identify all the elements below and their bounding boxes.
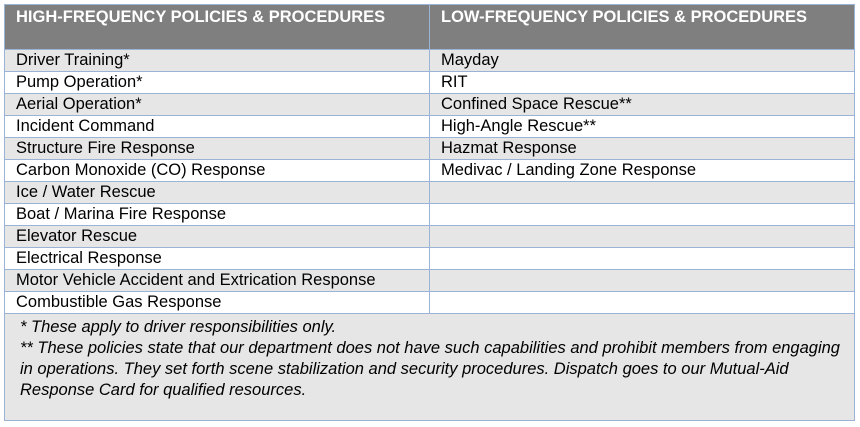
table-row [5,72,855,94]
high-frequency-cell: Pump Operation* [5,72,430,94]
high-frequency-cell: Incident Command [5,116,430,138]
table-row [5,204,855,226]
high-frequency-cell: Boat / Marina Fire Response [5,204,430,226]
table-row [5,160,855,182]
low-frequency-cell [430,270,855,292]
low-frequency-cell: RIT [430,72,855,94]
low-frequency-cell [430,182,855,204]
policies-table [4,4,855,421]
table-row [5,116,855,138]
high-frequency-cell: Carbon Monoxide (CO) Response [5,160,430,182]
high-frequency-cell: Driver Training* [5,50,430,72]
low-frequency-cell: Medivac / Landing Zone Response [430,160,855,182]
low-frequency-cell: Hazmat Response [430,138,855,160]
table-row [5,270,855,292]
high-frequency-cell: Aerial Operation* [5,94,430,116]
footnote-capabilities: ** These policies state that our department does not have such capabilities and prohibit members from engaging in operations. They set forth scene stabilization and security procedures. Dispatch goes to our Mutual-Aid Response Card for qualified resources. [20,339,840,399]
footnote-driver: * These apply to driver responsibilities only. [20,318,337,336]
notes-row [5,314,855,421]
low-frequency-cell [430,204,855,226]
table-row [5,138,855,160]
low-frequency-cell [430,226,855,248]
high-frequency-cell: Structure Fire Response [5,138,430,160]
table-header-row [5,5,855,50]
high-frequency-header: HIGH-FREQUENCY POLICIES & PROCEDURES [5,5,430,50]
low-frequency-cell [430,292,855,314]
low-frequency-cell [430,248,855,270]
low-frequency-cell: Confined Space Rescue** [430,94,855,116]
low-frequency-header: LOW-FREQUENCY POLICIES & PROCEDURES [430,5,855,50]
table-row [5,292,855,314]
high-frequency-cell: Ice / Water Rescue [5,182,430,204]
table-row [5,182,855,204]
table-row [5,94,855,116]
high-frequency-cell: Electrical Response [5,248,430,270]
footnotes-cell [5,314,855,421]
high-frequency-cell: Elevator Rescue [5,226,430,248]
low-frequency-cell: Mayday [430,50,855,72]
table-row [5,50,855,72]
table-row [5,226,855,248]
high-frequency-cell: Combustible Gas Response [5,292,430,314]
policies-table-container [4,4,854,421]
table-row [5,248,855,270]
low-frequency-cell: High-Angle Rescue** [430,116,855,138]
high-frequency-cell: Motor Vehicle Accident and Extrication Response [5,270,430,292]
